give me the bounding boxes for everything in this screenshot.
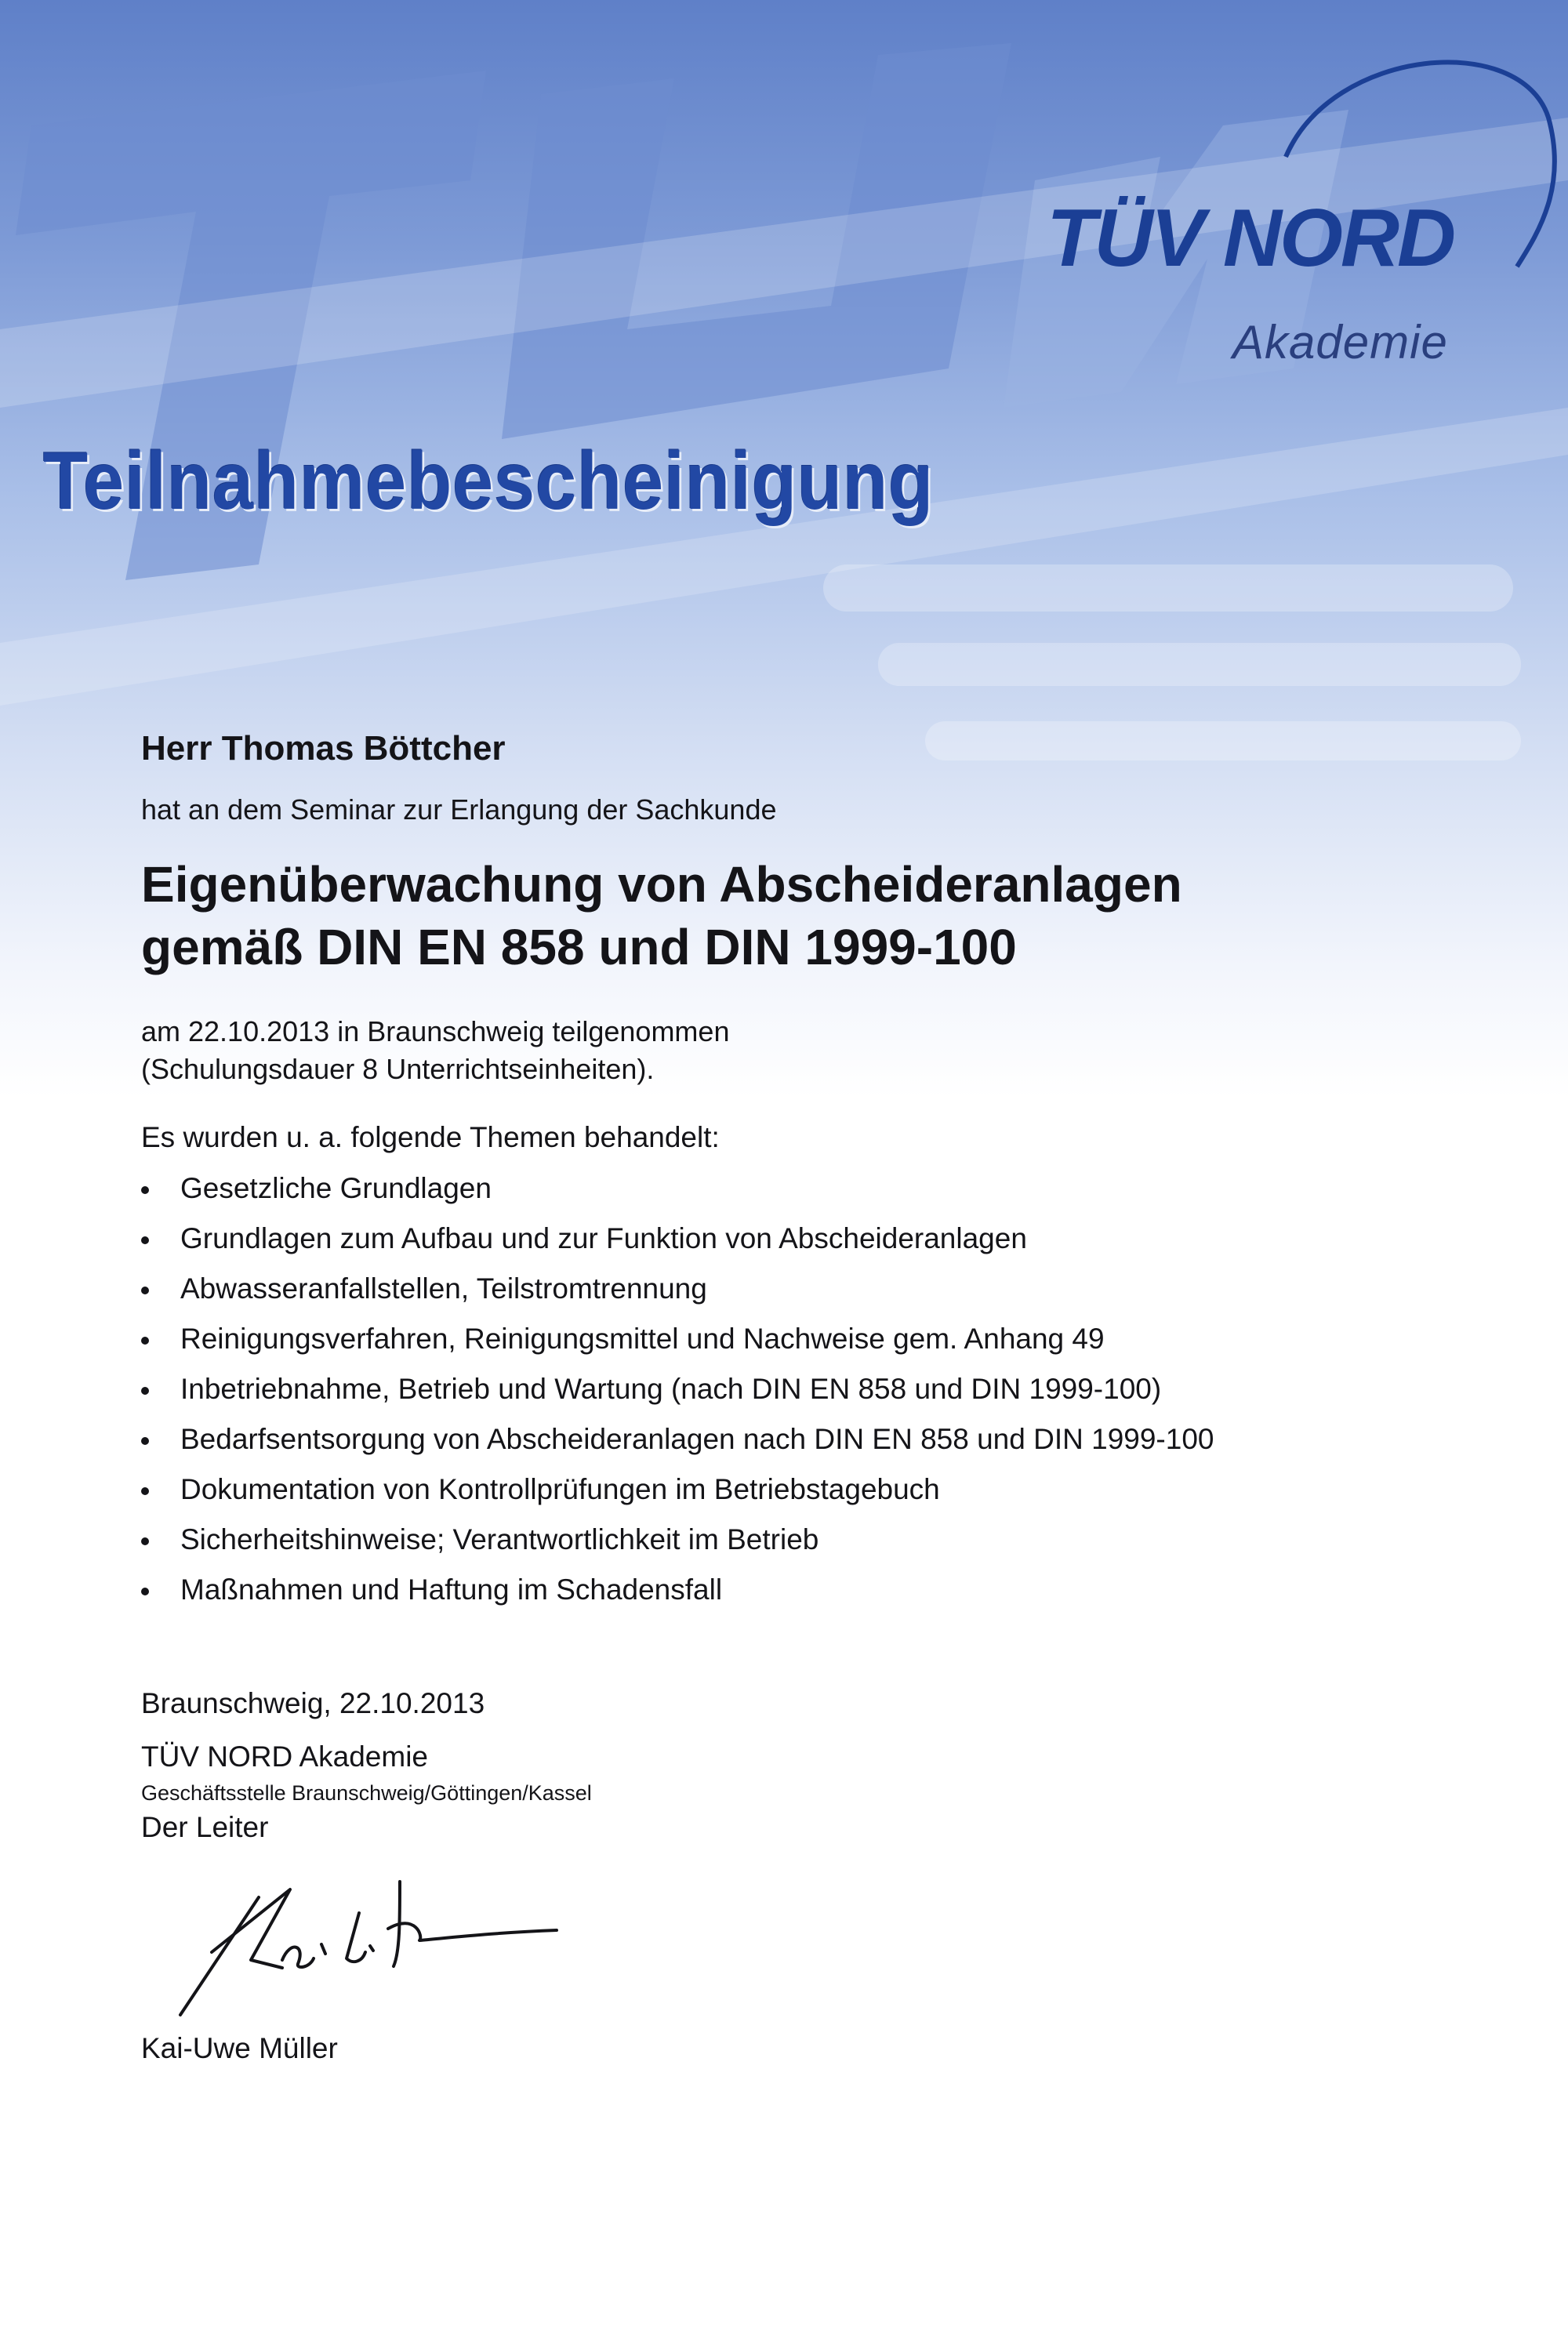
list-item: Bedarfsentsorgung von Abscheideranlagen nach DIN EN 858 und DIN 1999-100 (141, 1421, 1214, 1471)
organization-name: TÜV NORD Akademie (141, 1740, 428, 1773)
list-item: Gesetzliche Grundlagen (141, 1170, 1214, 1220)
list-item: Reinigungsverfahren, Reinigungsmittel und Nachweise gem. Anhang 49 (141, 1320, 1214, 1370)
branch-office: Geschäftsstelle Braunschweig/Göttingen/Kassel (141, 1781, 592, 1805)
topics-heading: Es wurden u. a. folgende Themen behandelt: (141, 1121, 720, 1153)
list-item: Dokumentation von Kontrollprüfungen im Betriebstagebuch (141, 1471, 1214, 1521)
signer-role: Der Leiter (141, 1811, 269, 1843)
intro-text: hat an dem Seminar zur Erlangung der Sachkunde (141, 793, 777, 826)
course-title (141, 853, 1521, 978)
signer-name: Kai-Uwe Müller (141, 2032, 338, 2064)
list-item: Inbetriebnahme, Betrieb und Wartung (nach DIN EN 858 und DIN 1999-100) (141, 1370, 1214, 1421)
course-title-line-1: Eigenüberwachung von Abscheideranlagen (141, 856, 1182, 913)
list-item: Grundlagen zum Aufbau und zur Funktion von Abscheideranlagen (141, 1220, 1214, 1270)
attendance-date: am 22.10.2013 in Braunschweig teilgenommen (141, 1015, 730, 1047)
list-item: Abwasseranfallstellen, Teilstromtrennung (141, 1270, 1214, 1320)
attendance-details (141, 1013, 729, 1088)
participant-name: Herr Thomas Böttcher (141, 729, 506, 768)
course-title-line-2: gemäß DIN EN 858 und DIN 1999-100 (141, 919, 1017, 975)
logo-brand: TÜV NORD (1047, 193, 1454, 284)
list-item: Sicherheitshinweise; Verantwortlichkeit im Betrieb (141, 1521, 1214, 1571)
logo-subtitle: Akademie (1232, 316, 1448, 368)
page-title: Teilnahmebescheinigung (43, 436, 935, 527)
place-date: Braunschweig, 22.10.2013 (141, 1687, 485, 1719)
signature (165, 1866, 572, 2023)
list-item: Maßnahmen und Haftung im Schadensfall (141, 1571, 1214, 1621)
training-duration: (Schulungsdauer 8 Unterrichtseinheiten). (141, 1053, 655, 1085)
topics-list (141, 1170, 1214, 1621)
